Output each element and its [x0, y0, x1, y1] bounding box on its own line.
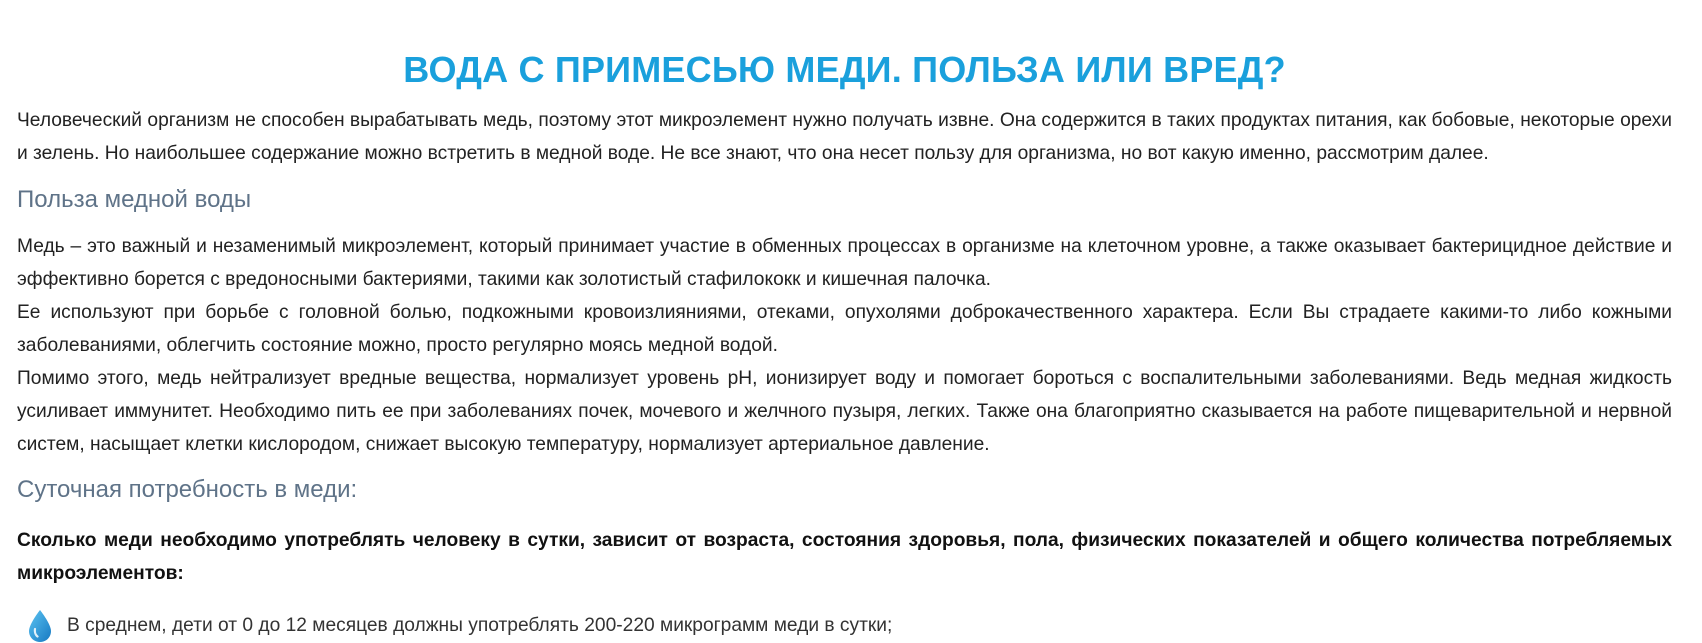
page-title: ВОДА С ПРИМЕСЬЮ МЕДИ. ПОЛЬЗА ИЛИ ВРЕД?: [403, 49, 1286, 90]
intro-paragraph: Человеческий организм не способен вырабатывать медь, поэтому этот микроэлемент нужно получать извне. Она содержится в таких продуктах питания, как бобовые, некоторые орехи и зелень. Но наибольшее содержание можно встретить в медной воде. Не все знают, что она несет пользу для организма, но вот какую именно, рассмотрим далее.: [17, 110, 1672, 164]
benefits-paragraph-3: Помимо этого, медь нейтрализует вредные вещества, нормализует уровень pH, ионизирует воду и помогает бороться с воспалительными заболеваниями. Ведь медная жидкость усиливает иммунитет. Необходимо пить ее при заболеваниях почек, мочевого и желчного пузыря, легких. Также она благоприятно сказывается на работе пищеварительной и нервной систем, насыщает клетки кислородом, снижает высокую температуру, нормализует артериальное давление.: [17, 368, 1672, 455]
list-item-text: В среднем, дети от 0 до 12 месяцев должны употреблять 200-220 микрограмм меди в сутки;: [67, 615, 893, 636]
list-item: [17, 609, 1672, 643]
daily-need-list: [17, 609, 1672, 643]
section-heading-benefits: Польза медной воды: [17, 186, 252, 213]
article: [17, 0, 1672, 643]
daily-need-lead: Сколько меди необходимо употреблять человеку в сутки, зависит от возраста, состояния здоровья, пола, физических показателей и общего количества потребляемых микроэлементов:: [17, 530, 1672, 584]
water-drop-icon: [27, 609, 53, 643]
benefits-paragraph-2: Ее используют при борьбе с головной болью, подкожными кровоизлияниями, отеками, опухолями доброкачественного характера. Если Вы страдаете какими-то либо кожными заболеваниями, облегчить состояние можно, просто регулярно моясь медной водой.: [17, 302, 1672, 356]
benefits-paragraph-1: Медь – это важный и незаменимый микроэлемент, который принимает участие в обменных процессах в организме на клеточном уровне, а также оказывает бактерицидное действие и эффективно борется с вредоносными бактериями, такими как золотистый стафилококк и кишечная палочка.: [17, 236, 1672, 290]
section-heading-daily-need: Суточная потребность в меди:: [17, 476, 358, 503]
